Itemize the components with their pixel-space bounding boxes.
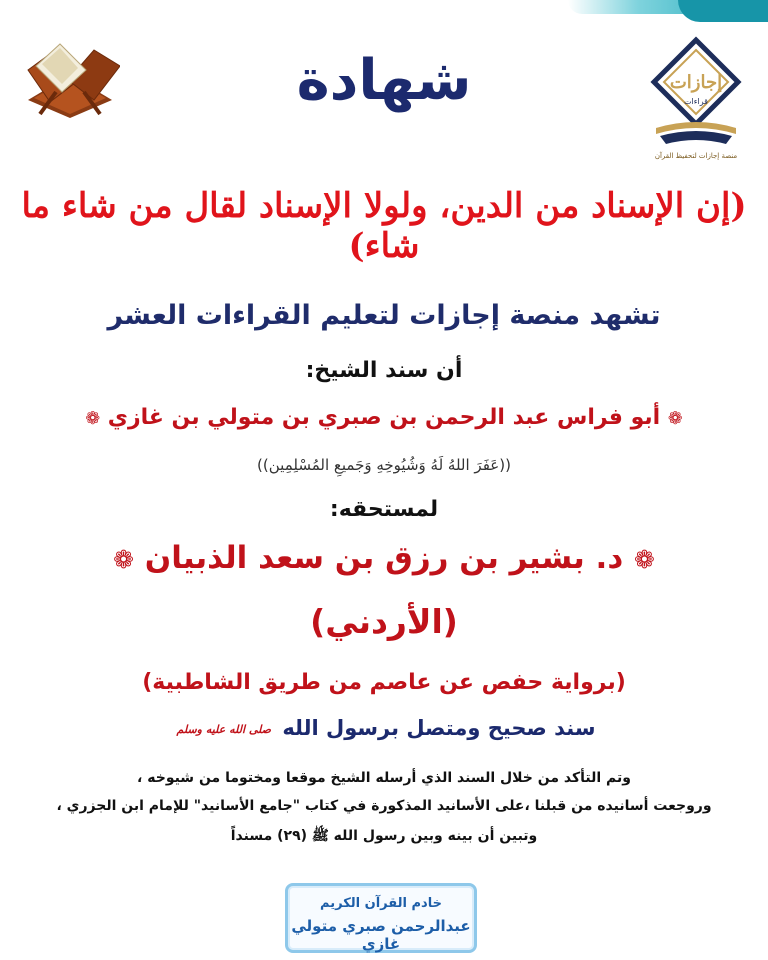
sanad-of-sheikh-label: أن سند الشيخ: — [305, 358, 463, 383]
riwaya-line: (برواية حفص عن عاصم من طريق الشاطبية) — [142, 670, 626, 695]
certificate-title: شهادة — [296, 48, 472, 113]
sheikh-name-text: أبو فراس عبد الرحمن بن صبري بن متولي بن غازي — [107, 405, 661, 430]
svg-text:قراءات: قراءات — [684, 97, 708, 106]
ornament-icon: ❁ — [85, 409, 101, 429]
witness-line: تشهد منصة إجازات لتعليم القراءات العشر — [107, 300, 661, 331]
body-line-3: وتبين أن بينه وبين رسول الله ﷺ (٢٩) مسنداً — [230, 828, 538, 844]
ornament-icon: ❁ — [667, 409, 683, 429]
hadith-quote: (إن الإسناد من الدين، ولولا الإسناد لقال من شاء ما شاء) — [21, 186, 747, 266]
ornament-icon: ❁ — [113, 545, 134, 574]
recipient-nationality: (الأردني) — [310, 602, 458, 641]
recipient-name-text: د. بشير بن رزق بن سعد الذبيان — [144, 540, 624, 576]
salawat-calligraphy: صلى الله عليه وسلم — [176, 722, 271, 736]
connected-sanad-line — [0, 716, 768, 740]
mustahiq-label: لمستحقه: — [329, 497, 439, 522]
svg-text:إجازات: إجازات — [669, 72, 723, 93]
sheikh-name — [0, 405, 768, 430]
body-line-1: وتم التأكد من خلال السند الذي أرسله الشيخ موقعا ومختوما من شيوخه ، — [137, 770, 631, 786]
recipient-name — [0, 540, 768, 576]
stamp-line-1: خادم القرآن الكريم — [320, 896, 442, 911]
signature-stamp — [285, 883, 477, 953]
stamp-line-2: عبدالرحمن صبري متولي غازي — [291, 917, 471, 953]
top-decoration-accent — [678, 0, 768, 22]
logo-caption: منصة إجازات لتحفيظ القرآن — [654, 152, 738, 160]
body-line-2: وروجعت أسانيده من قبلنا ،على الأسانيد المذكورة في كتاب "جامع الأسانيد" للإمام ابن الجزري ، — [56, 798, 712, 814]
dua-line: ((عَفَرَ اللهُ لَهُ وَشُيُوخِهِ وَجَميعِ المُسْلِمِين)) — [257, 456, 511, 474]
ornament-icon: ❁ — [634, 545, 655, 574]
connected-sanad-text: سند صحيح ومتصل برسول الله — [282, 716, 596, 740]
